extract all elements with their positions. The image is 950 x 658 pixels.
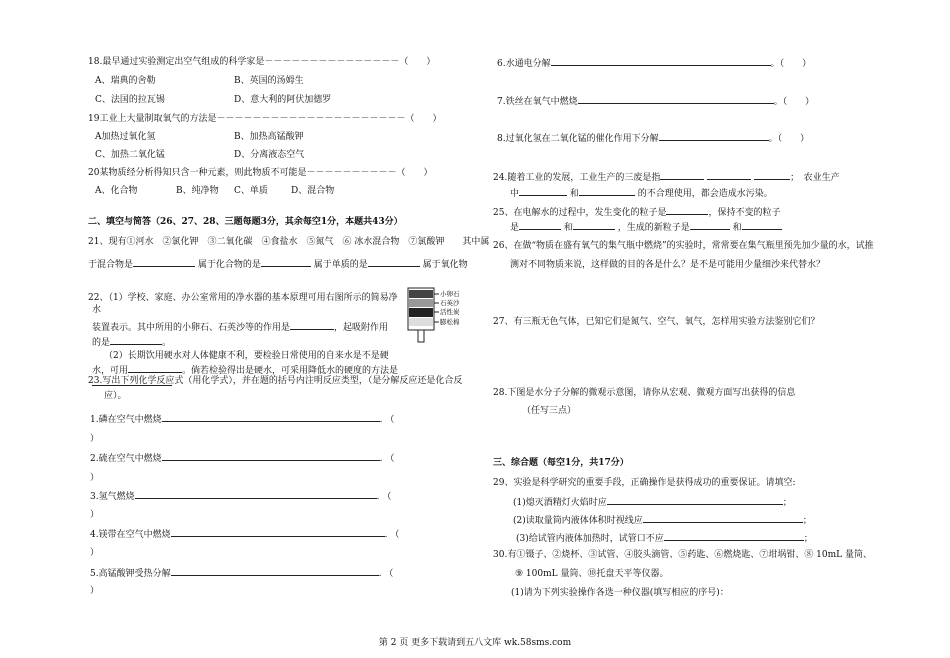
reaction-4: 4.镁带在空气中燃烧 . （ (90, 527, 399, 541)
blank (579, 186, 635, 196)
reaction-3: 3.氢气燃烧 . （ (90, 489, 391, 503)
q20-option-c: C、单质 (234, 186, 268, 196)
blank (135, 489, 377, 499)
reaction-2: 2.硫在空气中燃烧 . （ (90, 451, 394, 465)
blank (519, 186, 567, 196)
blank (664, 531, 804, 541)
q29-item-1: (1)熄灭酒精灯火焰时应 ； (513, 495, 792, 509)
q25-line2: 是 和 ，生成的新粒子是 和 (510, 220, 782, 234)
blank (690, 220, 730, 230)
section-2-heading: 二、填空与简答（26、27、28、三题每题3分，其余每空1分，本题共43分） (88, 217, 403, 227)
carbon-layer (409, 308, 433, 317)
paren: ） (90, 586, 100, 596)
blank (171, 566, 379, 576)
q29-stem: 29、实验是科学研究的重要手段，正确操作是获得成功的重要保证。请填空: (493, 478, 796, 488)
paren: ） (90, 473, 100, 483)
label-carbon: 活性炭 (440, 308, 460, 316)
blank (643, 513, 803, 523)
q28-stem: 28.下图是水分子分解的微观示意图，请你从宏观、微观方面写出获得的信息 (493, 388, 796, 398)
q21-stem: 21、现有①河水 ②氯化钾 ③二氧化碳 ④食盐水 ⑤氮气 ⑥ 冰水混合物 ⑦氯酸钾 其中属 (88, 237, 490, 247)
q23-stem-cont: 应）。 (104, 391, 127, 401)
blank (551, 56, 771, 66)
blank (110, 335, 162, 345)
blank (162, 451, 380, 461)
blank (162, 412, 380, 422)
q19-option-b: B、加热高锰酸钾 (234, 132, 304, 142)
reaction-5: 5.高锰酸钾受热分解 . （ (90, 566, 393, 580)
q18-stem: 18.最早通过实验测定出空气组成的科学家是－－－－－－－－－－－－－－－（ ） (88, 57, 436, 67)
q19-option-a: A加热过氧化氢 (95, 132, 156, 142)
q21-blanks: 于混合物是 属于化合物的是 属于单质的是 属于氧化物 (88, 257, 468, 271)
q19-option-c: C、加热二氧化锰 (95, 150, 165, 160)
reaction-7: 7.铁丝在氧气中燃烧 。（ ） (497, 94, 814, 108)
q25-line1: 25、在电解水的过程中，发生变化的粒子是 ，保持不变的粒子 (493, 205, 780, 219)
blank (607, 495, 783, 505)
label-cotton: 膨松棉 (440, 318, 460, 326)
q22-line: 水，可用 。倘若检验得出是硬水，可采用降低水的硬度的方法是 (92, 363, 398, 377)
label-sand: 石英沙 (440, 299, 460, 307)
blank (128, 363, 182, 373)
blank (578, 94, 774, 104)
q26-stem: 26、在做“物质在盛有氧气的集气瓶中燃烧”的实验时，常常要在集气瓶里预先加少量的水，试推 (493, 241, 874, 251)
water-filter-figure (405, 286, 477, 346)
blank (754, 170, 790, 180)
q18-option-d: D、意大利的阿伏加德罗 (234, 95, 332, 105)
q30-stem: 30.有①镊子、②烧杯、③试管、④胶头滴管、⑤药匙、⑥燃烧匙、⑦坩埚钳、⑧ 10mL 量筒、 (493, 550, 872, 560)
q27-stem: 27、有三瓶无色气体，已知它们是氮气、空气、氧气，怎样用实验方法鉴别它们？ (493, 317, 820, 327)
reaction-1: 1.磷在空气中燃烧 . （ (90, 412, 394, 426)
q30-sub-1: (1)请为下列实验操作各选一种仪器(填写相应的序号)： (511, 588, 729, 598)
page-footer: 第 2 页 更多下载请到五八文库 wk.58sms.com (378, 638, 572, 648)
q22-stem: 22、（1）学校、家庭、办公室常用的净水器的基本原理可用右图所示的简易净 (88, 293, 398, 303)
q19-option-d: D、分离液态空气 (234, 150, 305, 160)
paren: ） (90, 548, 100, 558)
q22-stem-cont: 水 (92, 305, 102, 315)
q18-option-c: C、法国的拉瓦锡 (95, 95, 165, 105)
q18-option-a: A、瑞典的舍勒 (95, 76, 156, 86)
q22-line: 的是 。 (92, 335, 171, 349)
blank (368, 257, 420, 267)
q20-stem: 20某物质经分析得知只含一种元素，则此物质不可能是－－－－－－－－－－（ ） (88, 168, 433, 178)
blank (133, 257, 195, 267)
q18-option-b: B、英国的汤姆生 (234, 76, 304, 86)
reaction-8: 8.过氧化氢在二氧化锰的催化作用下分解 。（ ） (497, 131, 809, 145)
label-pebble: 小卵石 (440, 290, 460, 298)
paren: ） (90, 434, 100, 444)
q24-line2: 中 和 的不合理使用，都会造成水污染。 (510, 186, 773, 200)
q20-option-d: D、混合物 (291, 186, 335, 196)
q28-note: （任写三点） (522, 406, 577, 416)
q30-stem-cont: ⑨ 100mL 量筒、⑩托盘天平等仪器。 (515, 569, 669, 579)
q29-item-3: (3)给试管内液体加热时，试管口不应 ； (516, 531, 813, 545)
pebble-layer (409, 290, 433, 298)
q23-stem: 23.写出下列化学反应式（用化学式），并在题的括号内注明反应类型，（是分解反应还是化合反 (88, 376, 463, 386)
q19-stem: 19工业上大量制取氧气的方法是－－－－－－－－－－－－－－－－－－－－－（ ） (88, 114, 442, 124)
q24-line1: 24.随着工业的发展，工业生产的三废是指 ； 农业生产 (493, 170, 840, 184)
sand-layer (409, 299, 433, 307)
blank (659, 131, 769, 141)
blank (290, 320, 334, 330)
q26-stem-cont: 测对不同物质来说，这样做的目的各是什么？是不是可能用少量细沙来代替水？ (510, 260, 826, 270)
reaction-6: 6.水通电分解 。（ ） (497, 56, 811, 70)
blank (261, 257, 311, 267)
q20-option-a: A、化合物 (95, 186, 138, 196)
blank (519, 220, 561, 230)
blank (666, 205, 708, 215)
cotton-layer (409, 318, 433, 326)
blank (171, 527, 385, 537)
blank (707, 170, 751, 180)
blank (573, 220, 615, 230)
q22-line: 装置表示。其中所用的小卵石、石英沙等的作用是 ，起吸附作用 (92, 320, 388, 334)
q29-item-2: (2)读取量筒内液体体积时视线应 ； (513, 513, 812, 527)
blank (742, 220, 782, 230)
section-3-heading: 三、综合题（每空1分，共17分） (493, 458, 629, 468)
blank (660, 170, 704, 180)
q20-option-b: B、纯净物 (176, 186, 219, 196)
q22-part2: （2）长期饮用硬水对人体健康不利，要检验日常使用的自来水是不是硬 (104, 351, 389, 361)
paren: ） (90, 510, 100, 520)
